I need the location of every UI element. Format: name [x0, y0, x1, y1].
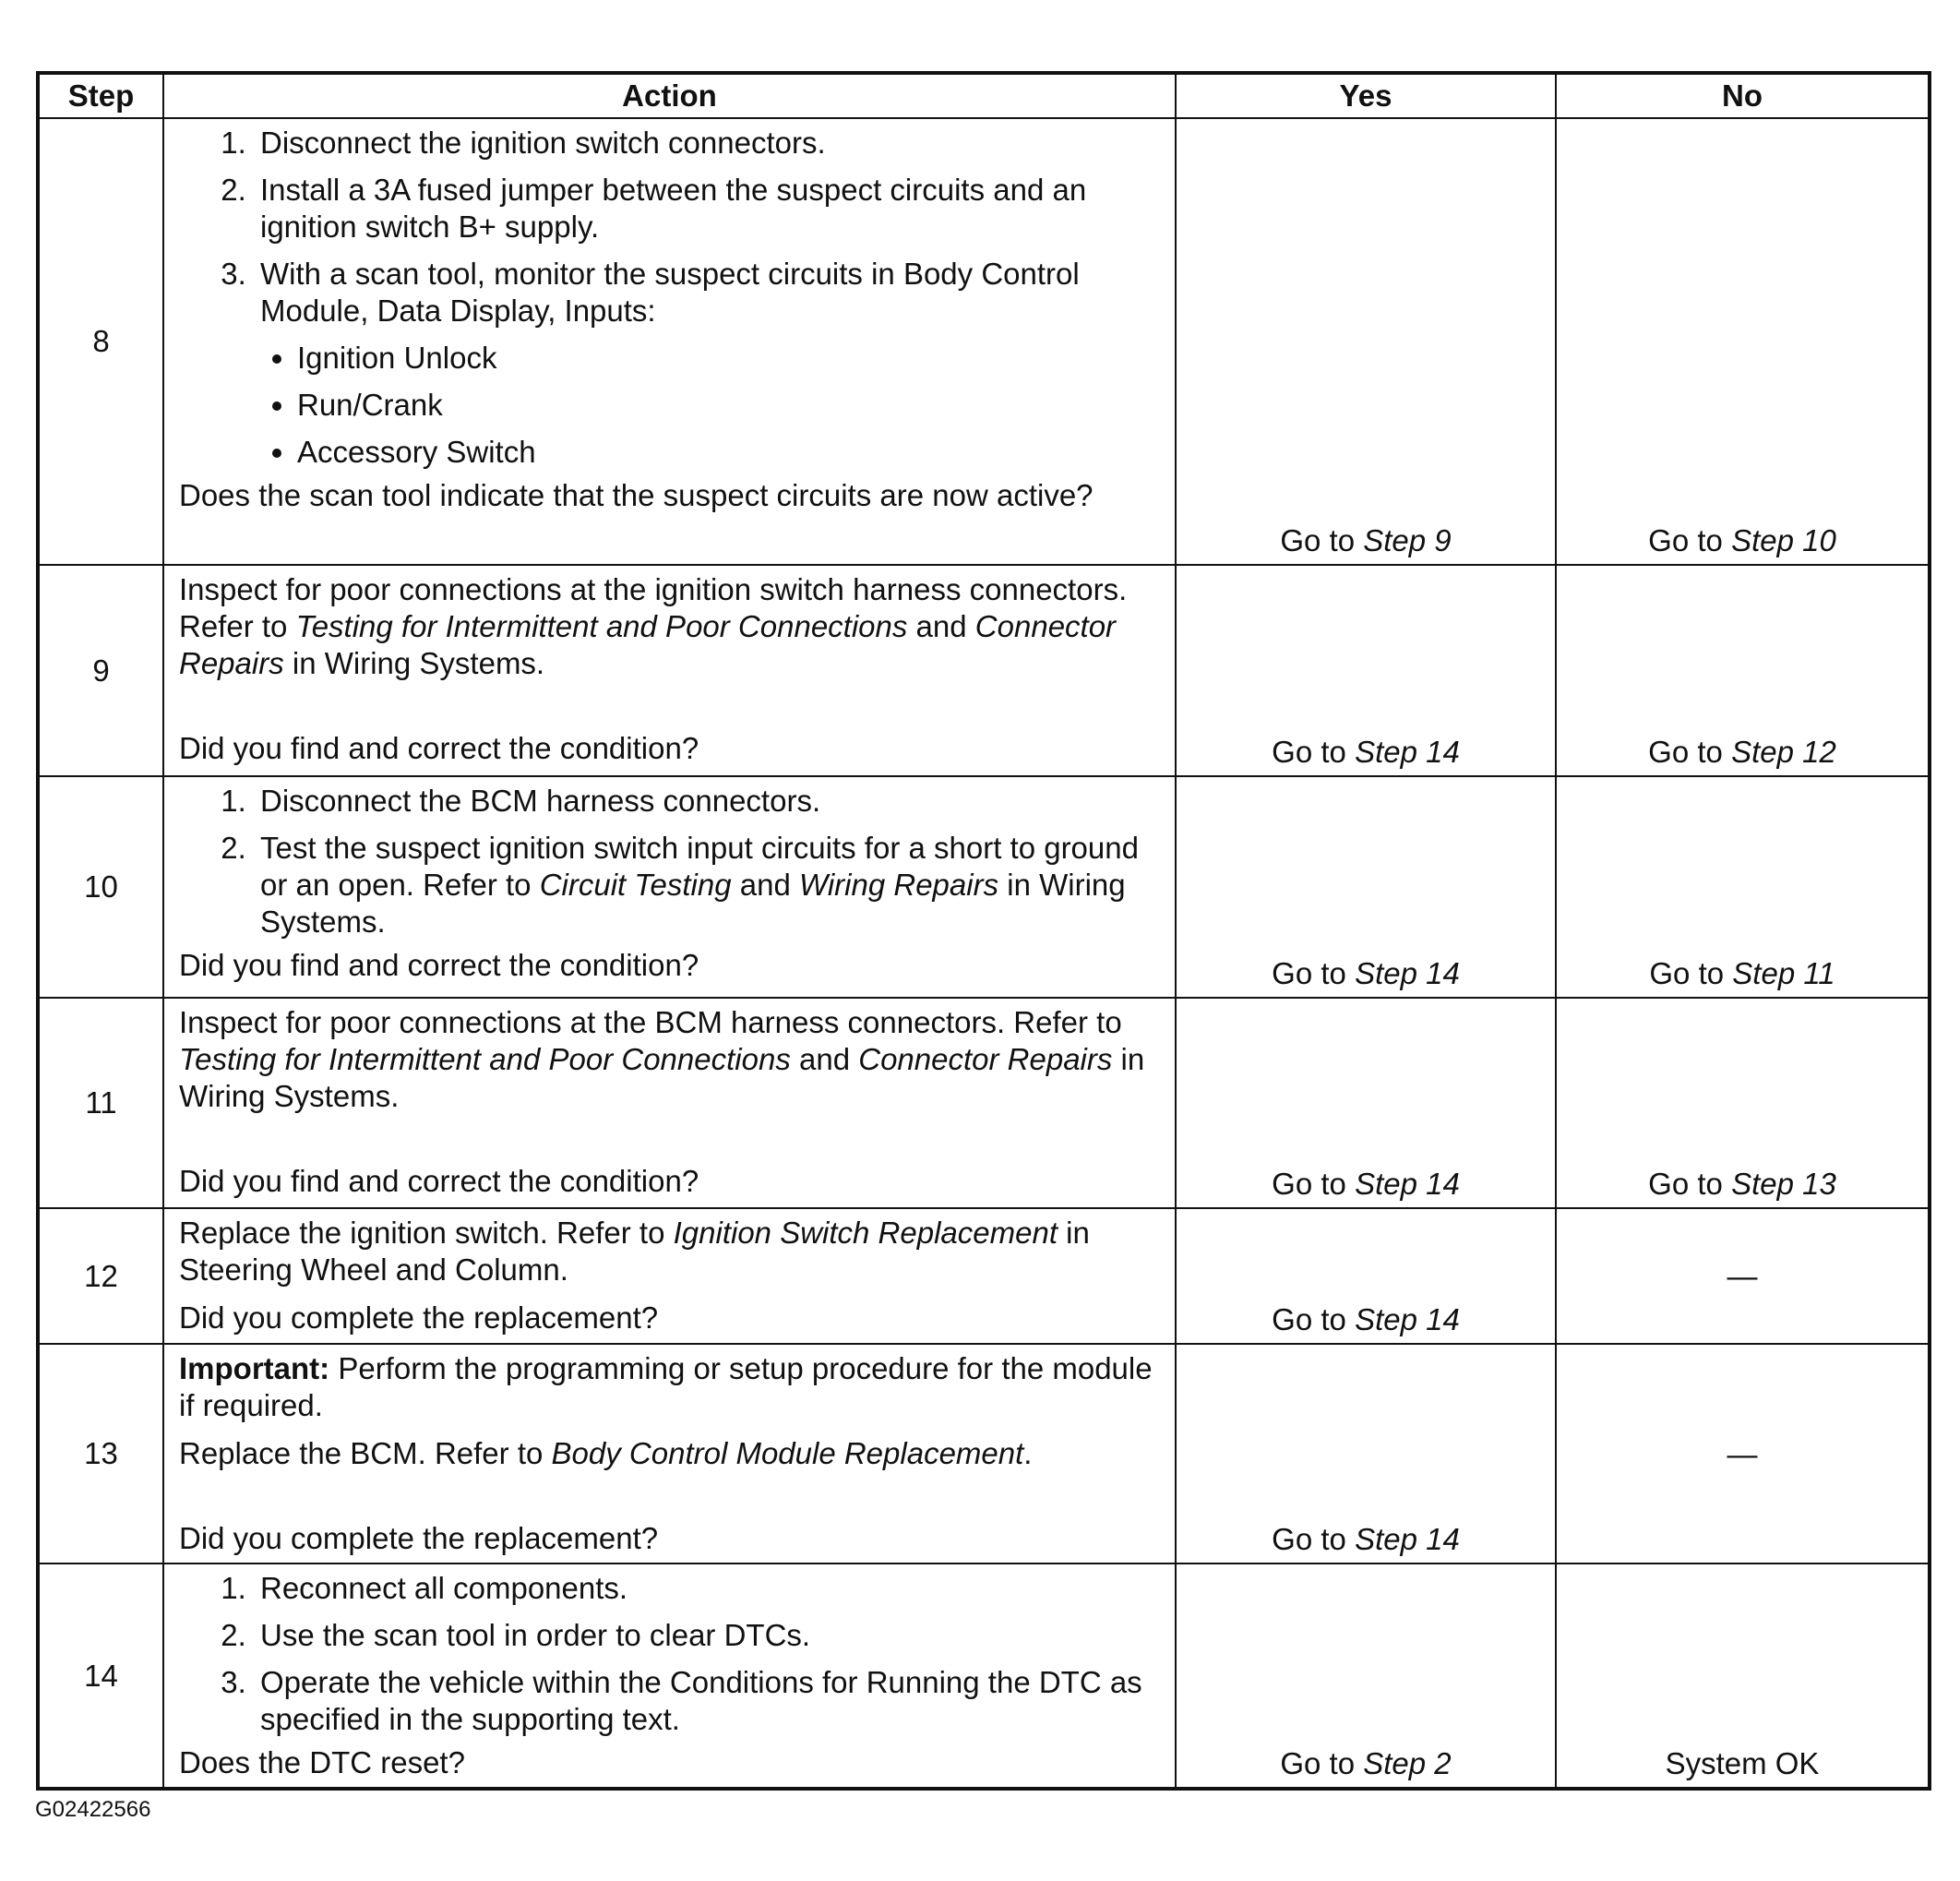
instruction-text: [179, 1215, 1162, 1288]
header-yes: Yes: [1176, 73, 1556, 118]
result-prefix: Go to: [1280, 1746, 1364, 1780]
step-reference-link: Step 11: [1732, 956, 1835, 990]
text-run: in Wiring Systems.: [260, 868, 1126, 939]
table-header-row: [38, 73, 1930, 118]
yes-cell: [1176, 565, 1556, 776]
result-prefix: Go to: [1280, 523, 1364, 557]
step-reference-link: Step 14: [1355, 1302, 1460, 1336]
list-item: [255, 256, 1162, 471]
list-item: [255, 830, 1162, 940]
text-run: Inspect for poor connections at the ignition switch harness connectors. Refer to: [179, 572, 1128, 643]
table-row-step-11: [38, 998, 1930, 1208]
table-row-step-10: [38, 776, 1930, 998]
no-cell: [1556, 998, 1930, 1208]
step-reference-link: Step 12: [1731, 735, 1836, 769]
table-row-step-9: [38, 565, 1930, 776]
reference-title: Testing for Intermittent and Poor Connections: [295, 609, 908, 643]
step-number: 11: [38, 998, 163, 1208]
step-reference-link: Step 9: [1363, 523, 1452, 557]
text-run: .: [1023, 1436, 1033, 1470]
bullet-list: [260, 340, 1162, 471]
reference-title: Wiring Repairs: [798, 868, 999, 902]
no-cell: —: [1556, 1344, 1930, 1564]
instruction-text: [179, 1435, 1162, 1472]
question-text: Did you find and correct the condition?: [179, 731, 699, 765]
action-cell: [163, 776, 1176, 998]
text-run: and: [790, 1042, 859, 1076]
no-cell: —: [1556, 1208, 1930, 1344]
yes-cell: [1176, 776, 1556, 998]
list-item: 2. Use the scan tool in order to clear DTCs.: [255, 1617, 1162, 1654]
action-cell: [163, 1208, 1176, 1344]
list-item: 2. Install a 3A fused jumper between the suspect circuits and an ignition switch B+ supply.: [255, 172, 1162, 246]
step-reference-link: Step 13: [1731, 1167, 1836, 1201]
list-item: 1. Disconnect the BCM harness connectors.: [255, 783, 1162, 820]
action-cell: [163, 565, 1176, 776]
question-text: Did you find and correct the condition?: [179, 1164, 699, 1198]
no-cell: [1556, 565, 1930, 776]
reference-title: Connector Repairs: [858, 1042, 1113, 1076]
reference-title: Testing for Intermittent and Poor Connections: [179, 1042, 791, 1076]
list-item: 3. Operate the vehicle within the Conditions for Running the DTC as specified in the supporting text.: [255, 1664, 1162, 1738]
no-cell: System OK: [1556, 1564, 1930, 1789]
text-run: Test the suspect ignition switch input circuits for a short to ground or an open. Refer to: [260, 831, 1139, 902]
step-number: 13: [38, 1344, 163, 1564]
instruction-text: [179, 571, 1162, 682]
question-text: Does the scan tool indicate that the suspect circuits are now active?: [179, 478, 1094, 512]
step-number: 14: [38, 1564, 163, 1789]
yes-cell: [1176, 1564, 1556, 1789]
yes-cell: [1176, 1208, 1556, 1344]
no-cell: [1556, 776, 1930, 998]
header-no: No: [1556, 73, 1930, 118]
yes-cell: [1176, 998, 1556, 1208]
reference-title: Body Control Module Replacement: [551, 1436, 1024, 1470]
question-text: Did you complete the replacement?: [179, 1521, 659, 1555]
figure-id: G02422566: [35, 1797, 151, 1822]
numbered-list: [179, 783, 1162, 940]
text-run: Replace the BCM. Refer to: [179, 1436, 552, 1470]
result-prefix: Go to: [1272, 1522, 1356, 1556]
text-run: in Wiring Systems.: [283, 646, 545, 680]
reference-title: Connector Repairs: [179, 609, 1117, 680]
important-label: Important:: [179, 1351, 330, 1385]
action-cell: [163, 998, 1176, 1208]
result-prefix: Go to: [1272, 1302, 1356, 1336]
instruction-text: [179, 1004, 1162, 1115]
numbered-list: [179, 1570, 1162, 1738]
reference-title: Circuit Testing: [539, 868, 732, 902]
step-number: 10: [38, 776, 163, 998]
bullet-item: • Run/Crank: [297, 387, 1162, 424]
step-number: 8: [38, 118, 163, 565]
text-run: and: [907, 609, 975, 643]
header-action: Action: [163, 73, 1176, 118]
table-row-step-14: [38, 1564, 1930, 1789]
step-reference-link: Step 10: [1731, 523, 1836, 557]
table-row-step-12: [38, 1208, 1930, 1344]
bullet-item: • Ignition Unlock: [297, 340, 1162, 377]
list-item-text: With a scan tool, monitor the suspect circuits in Body Control Module, Data Display, Inputs:: [260, 257, 1080, 328]
step-number: 9: [38, 565, 163, 776]
step-reference-link: Step 14: [1355, 1522, 1460, 1556]
no-cell: [1556, 118, 1930, 565]
text-run: and: [731, 868, 799, 902]
result-prefix: Go to: [1649, 956, 1733, 990]
step-reference-link: Step 14: [1355, 956, 1460, 990]
numbered-list: [179, 125, 1162, 471]
question-text: Did you find and correct the condition?: [179, 948, 699, 982]
action-cell: [163, 1564, 1176, 1789]
step-reference-link: Step 14: [1355, 735, 1460, 769]
result-prefix: Go to: [1648, 735, 1732, 769]
action-cell: [163, 1344, 1176, 1564]
step-reference-link: Step 2: [1363, 1746, 1452, 1780]
diagnostic-steps-table: [36, 71, 1931, 1791]
step-number: 12: [38, 1208, 163, 1344]
list-item: 1. Reconnect all components.: [255, 1570, 1162, 1607]
result-prefix: Go to: [1272, 956, 1356, 990]
yes-cell: [1176, 118, 1556, 565]
result-prefix: Go to: [1648, 1167, 1732, 1201]
action-cell: [163, 118, 1176, 565]
step-reference-link: Step 14: [1355, 1167, 1460, 1201]
header-step: Step: [38, 73, 163, 118]
result-prefix: Go to: [1648, 523, 1732, 557]
result-prefix: Go to: [1272, 735, 1356, 769]
bullet-item: • Accessory Switch: [297, 434, 1162, 471]
text-run: Inspect for poor connections at the BCM harness connectors. Refer to: [179, 1005, 1122, 1039]
important-note: [179, 1350, 1162, 1424]
text-run: Replace the ignition switch. Refer to: [179, 1216, 674, 1250]
question-text: Did you complete the replacement?: [179, 1300, 659, 1335]
list-item: 1. Disconnect the ignition switch connectors.: [255, 125, 1162, 162]
question-text: Does the DTC reset?: [179, 1745, 465, 1779]
yes-cell: [1176, 1344, 1556, 1564]
table-row-step-8: [38, 118, 1930, 565]
reference-title: Ignition Switch Replacement: [673, 1216, 1058, 1250]
table-row-step-13: [38, 1344, 1930, 1564]
text-run: Perform the programming or setup procedure for the module if required.: [179, 1351, 1153, 1422]
text-run: in Wiring Systems.: [179, 1042, 1145, 1113]
result-prefix: Go to: [1272, 1167, 1356, 1201]
text-run: in Steering Wheel and Column.: [179, 1216, 1090, 1287]
